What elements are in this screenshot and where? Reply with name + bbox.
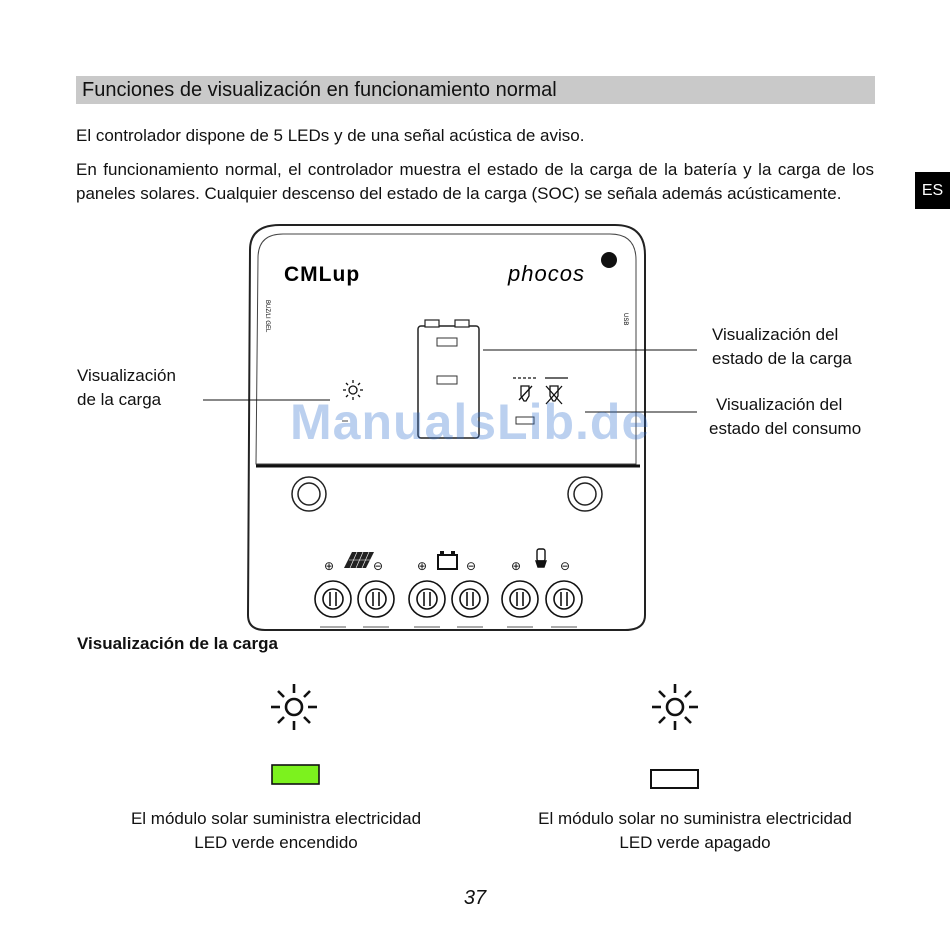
brand-logo: phocos <box>508 261 585 286</box>
page-number: 37 <box>463 887 487 909</box>
right-push-button <box>568 477 602 511</box>
battery-led-1 <box>437 338 457 346</box>
battery-terminal-right <box>455 320 469 327</box>
sub-heading: Visualización de la carga <box>77 634 278 653</box>
section-title: Funciones de visualización en funcionamiento normal <box>82 79 557 101</box>
callout-charge-display: Visualización de la carga <box>77 366 176 409</box>
side-label-left: BUZ/LI GEL <box>264 300 270 333</box>
solar-plus-sign: ⊕ <box>324 559 335 573</box>
solar-minus-sign: ⊖ <box>373 559 384 573</box>
sun-icon-left <box>271 684 317 730</box>
bulb-icon <box>536 549 546 567</box>
battery-plus-sign: ⊕ <box>417 559 428 573</box>
model-logo: CMLup <box>284 263 361 286</box>
side-label-right: USB <box>622 313 628 326</box>
left-push-button <box>292 477 326 511</box>
callout-consumption-line1: Visualización del <box>716 395 843 414</box>
load-plus-sign: ⊕ <box>511 559 522 573</box>
caption-led-on: El módulo solar suministra electricidad LED verde encendido <box>130 809 422 852</box>
intro-paragraph: El controlador dispone de 5 LEDs y de una señal acústica de aviso. <box>76 126 585 145</box>
description-paragraph: En funcionamiento normal, el controlador muestra el estado de la carga de la batería y la carga de los paneles solares. Cualquier descenso del estado de la carga (SOC) se señala además acústicamente. <box>76 160 874 203</box>
watermark: ManualsLib.de <box>290 394 651 450</box>
green-led-on <box>272 765 319 784</box>
callout-battery-state: Visualización del estado de la carga <box>712 325 852 368</box>
language-tab[interactable]: ES <box>915 172 950 209</box>
sun-icon-right <box>652 684 698 730</box>
battery-led-2 <box>437 376 457 384</box>
battery-minus-sign: ⊖ <box>466 559 477 573</box>
battery-terminal-left <box>425 320 439 327</box>
load-minus-sign: ⊖ <box>560 559 571 573</box>
caption-led-off: El módulo solar no suministra electricidad LED verde apagado <box>538 809 852 852</box>
green-led-off <box>651 770 698 788</box>
callout-consumption-line2: estado del consumo <box>709 419 862 438</box>
brand-dot <box>601 252 617 268</box>
